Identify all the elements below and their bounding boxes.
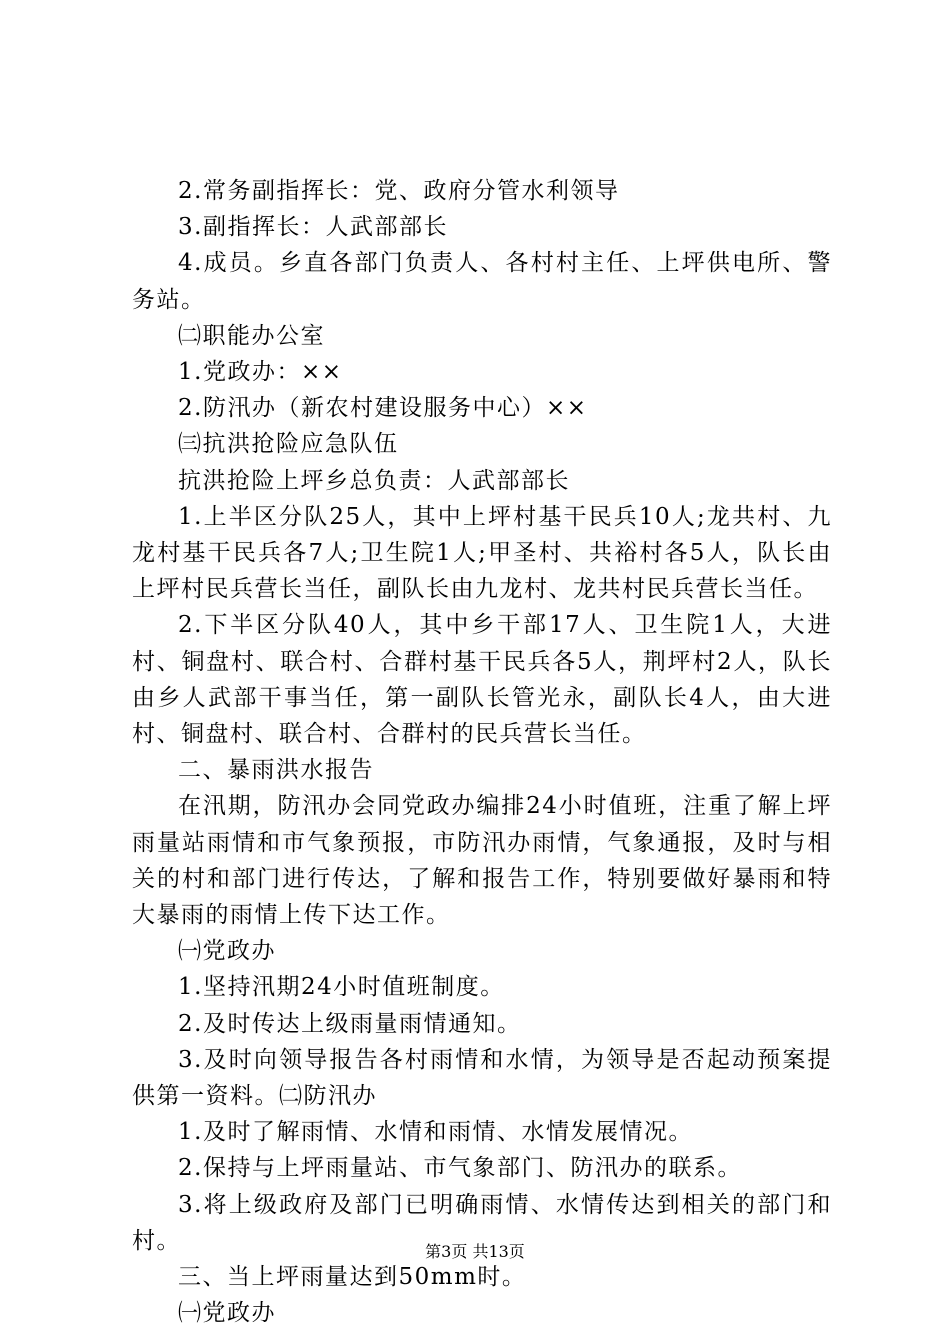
page-number-label: 第3页 共13页 [425,1242,525,1261]
section-heading: ㈢抗洪抢险应急队伍 [178,431,399,458]
section-heading: 二、暴雨洪水报告 [178,757,374,784]
paragraph: 1.及时了解雨情、水情和雨情、水情发展情况。 [178,1119,693,1146]
paragraph: 抗洪抢险上坪乡总负责：人武部部长 [178,467,570,494]
paragraph: 4.成员。乡直各部门负责人、各村村主任、上坪供电所、警务站。 [132,250,832,313]
document-body [132,173,832,1332]
paragraph: 1.坚持汛期24小时值班制度。 [178,974,505,1001]
paragraph: 2.常务副指挥长：党、政府分管水利领导 [178,178,620,204]
paragraph: 1.上半区分队25人，其中上坪村基干民兵10人;龙共村、九龙村基干民兵各7人;卫生院1人;甲圣村、共裕村各5人，队长由上坪村民兵营长当任，副队长由九龙村、龙共村民兵营长当任。 [132,503,832,603]
page-footer [0,1242,950,1262]
section-heading: ㈠党政办 [178,938,276,965]
section-heading: ㈡职能办公室 [178,322,325,349]
paragraph: 3.副指挥长：人武部部长 [178,214,448,241]
section-heading: ㈠党政办 [178,1300,276,1327]
paragraph: 在汛期，防汛办会同党政办编排24小时值班，注重了解上坪雨量站雨情和市气象预报，市防汛办雨情，气象通报，及时与相关的村和部门进行传达，了解和报告工作，特别要做好暴雨和特大暴雨的雨情上传下达工作。 [132,793,832,929]
paragraph: 2.防汛办（新农村建设服务中心）×× [178,395,588,422]
paragraph: 2.下半区分队40人，其中乡干部17人、卫生院1人，大进村、铜盘村、联合村、合群村基干民兵各5人，荆坪村2人，队长由乡人武部干事当任，第一副队长管光永，副队长4人，由大进村、铜盘村、联合村、合群村的民兵营长当任。 [132,612,832,748]
paragraph: 3.将上级政府及部门已明确雨情、水情传达到相关的部门和村。 [132,1191,832,1254]
paragraph: 2.保持与上坪雨量站、市气象部门、防汛办的联系。 [178,1155,742,1182]
section-heading: 三、当上坪雨量达到50mm时。 [178,1264,527,1291]
paragraph: 3.及时向领导报告各村雨情和水情，为领导是否起动预案提供第一资料。㈡防汛办 [132,1046,832,1110]
paragraph: 1.党政办：×× [178,359,343,386]
paragraph: 2.及时传达上级雨量雨情通知。 [178,1010,522,1037]
